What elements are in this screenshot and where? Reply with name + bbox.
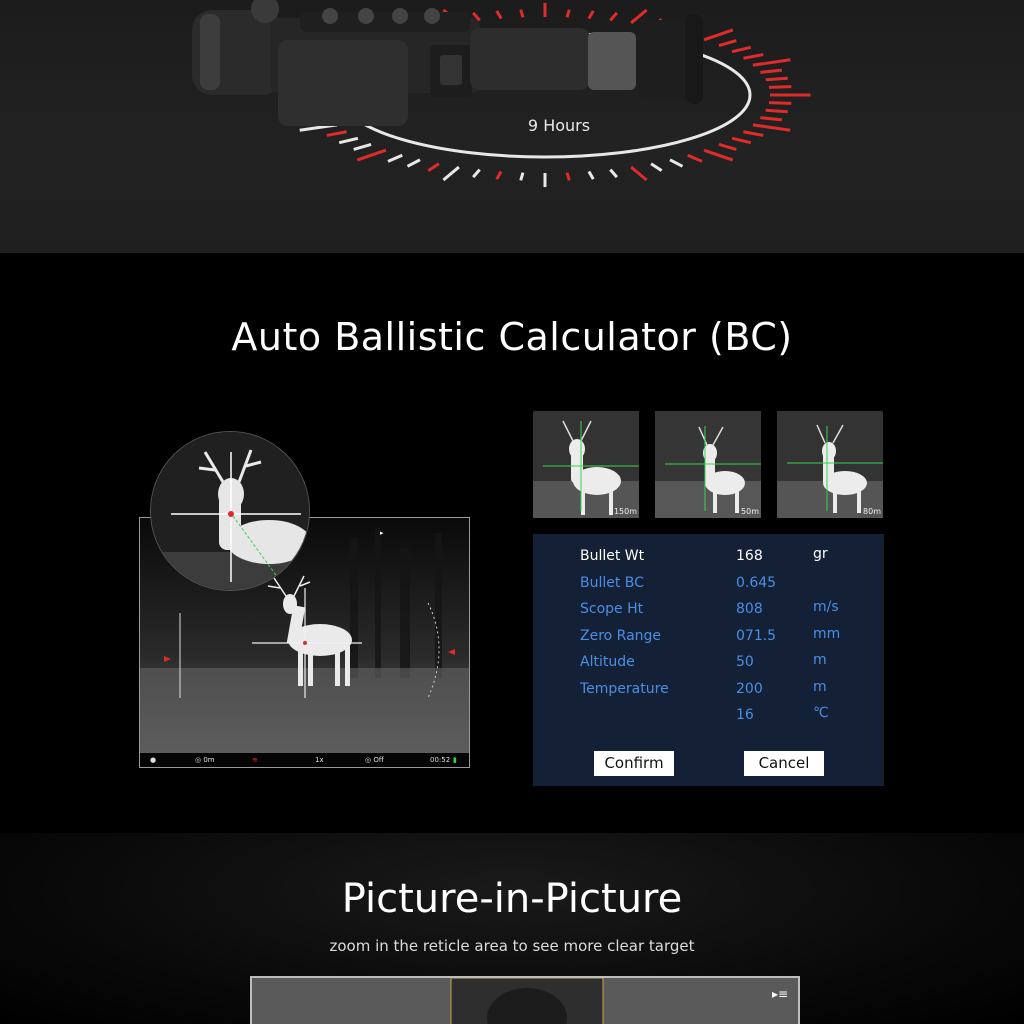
row-label: Bullet Wt bbox=[580, 548, 645, 564]
pip-zoom-circle bbox=[150, 431, 310, 591]
thermal-scope-product bbox=[192, 0, 703, 126]
bc-row-zero-range[interactable] bbox=[533, 628, 884, 648]
bc-row-temperature[interactable] bbox=[533, 681, 884, 701]
zoom-readout: 1x bbox=[315, 756, 324, 764]
thumb-deer-image bbox=[533, 411, 639, 518]
svg-text:▸: ▸ bbox=[380, 529, 384, 537]
gauge-tick bbox=[354, 144, 371, 149]
row-label: Scope Ht bbox=[580, 601, 644, 617]
record-dot-icon: ● bbox=[150, 756, 157, 764]
gauge-tick bbox=[760, 118, 782, 120]
scope-status-bar bbox=[140, 753, 469, 767]
bc-row-altitude[interactable] bbox=[533, 654, 884, 674]
row-value: 0.645 bbox=[736, 575, 777, 591]
gauge-tick bbox=[719, 144, 736, 149]
gauge-tick bbox=[753, 60, 790, 65]
wifi-icon: ≋ bbox=[252, 756, 258, 764]
section-title: Auto Ballistic Calculator (BC) bbox=[231, 315, 793, 359]
row-value: 50 bbox=[736, 654, 754, 670]
gauge-tick bbox=[443, 167, 458, 180]
gauge-tick bbox=[473, 170, 480, 177]
gauge-tick bbox=[732, 47, 751, 51]
gauge-tick bbox=[497, 172, 501, 180]
gauge-tick bbox=[407, 160, 420, 166]
gauge-tick bbox=[753, 125, 790, 130]
gauge-tick bbox=[766, 110, 788, 112]
thumbnail-50m bbox=[655, 411, 761, 518]
gauge-tick bbox=[567, 10, 569, 18]
gauge-tick bbox=[688, 155, 702, 161]
gauge-tick bbox=[704, 30, 733, 40]
gauge-tick bbox=[567, 173, 569, 181]
gauge-tick bbox=[743, 55, 763, 59]
confirm-button[interactable]: Confirm bbox=[594, 751, 674, 776]
gauge-tick bbox=[743, 132, 763, 136]
row-unit: mm bbox=[813, 626, 841, 642]
thumb-deer-image bbox=[655, 411, 761, 518]
gauge-tick bbox=[610, 170, 617, 177]
row-label: Zero Range bbox=[580, 628, 662, 644]
zoomed-deer-image bbox=[151, 432, 310, 591]
row-value: 200 bbox=[736, 681, 763, 697]
row-unit: ℃ bbox=[813, 705, 829, 721]
battery-hero-section bbox=[0, 0, 1024, 253]
thumb-distance: 150m bbox=[613, 507, 637, 516]
gauge-tick bbox=[766, 78, 788, 80]
battery-hours-label: 9 Hours bbox=[527, 116, 591, 135]
thumb-distance: 50m bbox=[741, 507, 759, 516]
row-label: Altitude bbox=[580, 654, 635, 670]
clock-readout: 00:52 bbox=[430, 756, 451, 764]
row-unit: m bbox=[813, 652, 827, 668]
gauge-tick bbox=[610, 13, 617, 20]
gauge-tick bbox=[589, 11, 593, 19]
picture-in-picture-section bbox=[0, 833, 1024, 1024]
bc-row-extra[interactable] bbox=[533, 707, 884, 727]
gauge-tick bbox=[670, 160, 683, 166]
row-unit: m bbox=[813, 679, 827, 695]
gauge-tick bbox=[704, 150, 733, 160]
pip-preview-frame bbox=[250, 976, 800, 1024]
gauge-tick bbox=[589, 172, 593, 180]
row-value: 808 bbox=[736, 601, 763, 617]
row-label: Bullet BC bbox=[580, 575, 644, 591]
gauge-tick bbox=[631, 167, 646, 180]
section-title: Picture-in-Picture bbox=[341, 876, 683, 922]
gauge-tick bbox=[769, 87, 791, 88]
section-subtitle: zoom in the reticle area to see more clear target bbox=[329, 937, 695, 955]
gauge-tick bbox=[719, 41, 736, 46]
gauge-tick bbox=[760, 70, 782, 72]
record-readout: ◎ Off bbox=[365, 756, 384, 764]
row-unit: m/s bbox=[813, 599, 839, 615]
gauge-tick bbox=[732, 138, 751, 142]
thumb-distance: 80m bbox=[863, 507, 881, 516]
row-value: 168 bbox=[736, 548, 763, 564]
gauge-tick bbox=[521, 173, 523, 181]
ballistic-settings-panel bbox=[533, 534, 884, 786]
gauge-tick bbox=[497, 11, 501, 19]
battery-icon: ▮ bbox=[453, 756, 457, 764]
pip-preview-image bbox=[252, 978, 800, 1024]
bc-row-bullet-bc[interactable] bbox=[533, 575, 884, 595]
row-value: 071.5 bbox=[736, 628, 777, 644]
distance-readout: ◎ 0m bbox=[195, 756, 215, 764]
cancel-button[interactable]: Cancel bbox=[744, 751, 824, 776]
ballistic-calculator-section bbox=[0, 253, 1024, 833]
gauge-tick bbox=[651, 164, 662, 171]
thumb-deer-image bbox=[777, 411, 883, 518]
bc-row-bullet-wt[interactable] bbox=[533, 548, 884, 568]
gauge-tick bbox=[388, 155, 402, 161]
thumbnail-150m bbox=[533, 411, 639, 518]
gauge-tick bbox=[769, 103, 791, 104]
gauge-tick bbox=[339, 138, 358, 142]
gauge-tick bbox=[428, 164, 439, 171]
gauge-tick bbox=[357, 150, 386, 160]
pip-mode-icon: ▸≡ bbox=[772, 987, 789, 1001]
row-unit: gr bbox=[813, 546, 828, 562]
thumbnail-80m bbox=[777, 411, 883, 518]
row-value: 16 bbox=[736, 707, 754, 723]
bc-row-scope-ht[interactable] bbox=[533, 601, 884, 621]
gauge-tick bbox=[631, 10, 646, 23]
row-label: Temperature bbox=[580, 681, 669, 697]
gauge-tick bbox=[521, 10, 523, 18]
gauge-tick bbox=[327, 132, 347, 136]
